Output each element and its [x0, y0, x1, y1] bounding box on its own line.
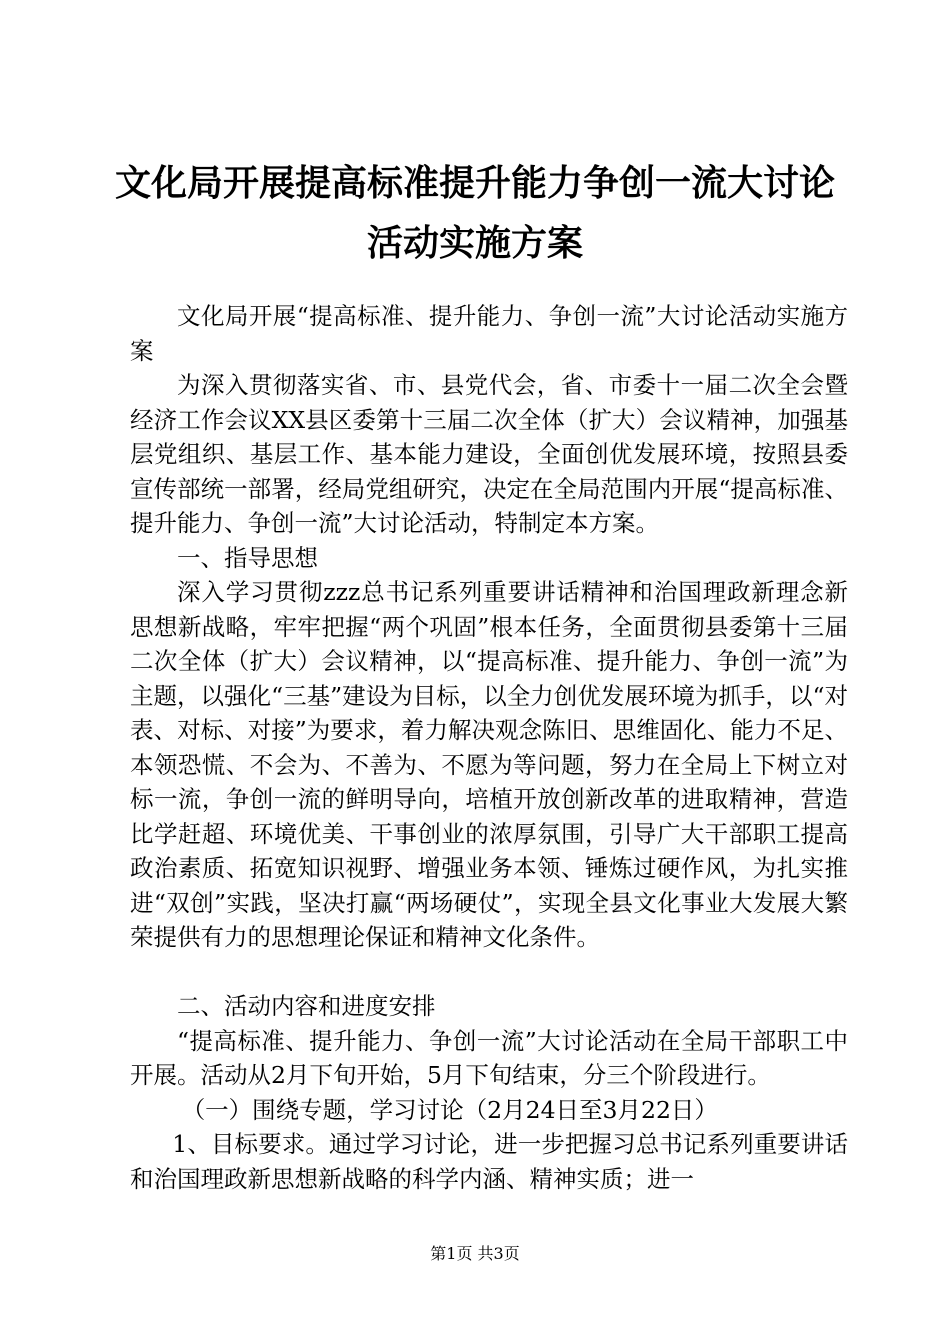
document-body — [130, 299, 848, 1196]
section-heading-guiding-thought: 一、指导思想 — [177, 543, 318, 572]
page-footer: 第1页 共3页 — [430, 1244, 520, 1263]
section-heading-content-schedule: 二、活动内容和进度安排 — [177, 992, 436, 1020]
schedule-paragraph: “提高标准、提升能力、争创一流”大讨论活动在全局干部职工中开展。活动从2月下旬开始，5月下旬结束，分三个阶段进行。 — [130, 1026, 848, 1089]
guiding-thought-paragraph: 深入学习贯彻zzz总书记系列重要讲话精神和治国理政新理念新思想新战略，牢牢把握“两个巩固”根本任务，全面贯彻县委第十三届二次全体（扩大）会议精神，以“提高标准、提升能力、争创一流”为主题，以强化“三基”建设为目标，以全力创优发展环境为抓手，以“对表、对标、对接”为要求，着力解决观念陈旧、思维固化、能力不足、本领恐慌、不会为、不善为、不愿为等问题，努力在全局上下树立对标一流，争创一流的鲜明导向，培植开放创新改革的进取精神，营造比学赶超、环境优美、干事创业的浓厚氛围，引导广大干部职工提高政治素质、拓宽知识视野、增强业务本领、锤炼过硬作风，为扎实推进“双创”实践，坚决打赢“两场硬仗”，实现全县文化事业大发展大繁荣提供有力的思想理论保证和精神文化条件。 — [130, 578, 848, 951]
document-title-line-1: 文化局开展提高标准提升能力争创一流大讨论 — [114, 162, 835, 204]
intro-paragraph: 文化局开展“提高标准、提升能力、争创一流”大讨论活动实施方案 — [130, 302, 848, 365]
document-title-line-2: 活动实施方案 — [366, 222, 583, 264]
item-paragraph-goal: 1、目标要求。通过学习讨论，进一步把握习总书记系列重要讲话和治国理政新思想新战略的科学内涵、精神实质；进一 — [130, 1130, 848, 1193]
purpose-paragraph: 为深入贯彻落实省、市、县党代会，省、市委十一届二次全会暨经济工作会议XX县区委第十三届二次全体（扩大）会议精神，加强基层党组织、基层工作、基本能力建设，全面创优发展环境，按照县委宣传部统一部署，经局党组研究，决定在全局范围内开展“提高标准、提升能力、争创一流”大讨论活动，特制定本方案。 — [130, 371, 848, 537]
subsection-heading-stage-one: （一）围绕专题，学习讨论（2月24日至3月22日） — [181, 1095, 718, 1124]
